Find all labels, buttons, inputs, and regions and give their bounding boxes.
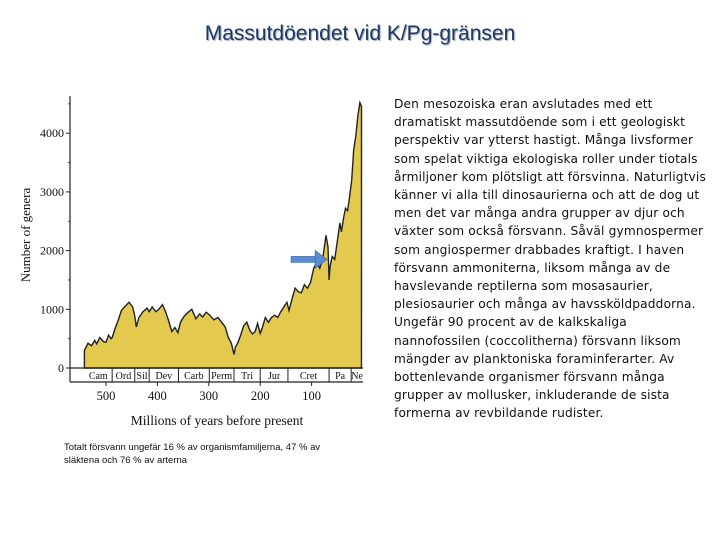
y-tick-label: 1000 [40,302,64,317]
period-label: Jur [267,371,281,382]
period-label: Sil [136,371,148,382]
period-label: Pa [335,371,346,382]
period-label: Cret [299,371,318,382]
x-tick-label: 400 [148,389,167,403]
period-label: Perm [211,371,233,382]
x-tick-label: 200 [250,389,270,403]
period-label: Cam [88,371,108,382]
chart-caption: Totalt försvann ungefär 16 % av organismfamiljerna, 47 % av släktena och 76 % av arterna [64,442,321,466]
y-tick-label: 0 [58,361,64,375]
y-tick-label: 4000 [40,126,64,141]
x-tick-label: 500 [96,389,116,403]
period-label: Dev [155,371,173,382]
genera-chart [8,90,380,480]
y-tick-label: 3000 [40,184,64,199]
annotation-arrow-shaft [291,256,317,262]
genera-area [84,103,361,368]
period-label: Ne [351,371,363,382]
slide-body-text: Den mesozoiska eran avslutades med ett dramatiskt massutdöende som i ett geologiskt perspektiv var ytterst hastigt. Många livsformer som spelat viktiga ekologiska roller under tiotals årmiljoner kom plötsligt att försvinna. Naturligtvis känner vi alla till dinosaurierna och att de dog ut men det var många andra grupper av djur och växter som också försvann. Såväl gymnospermer som angiospermer drabbades kraftigt. I haven försvann ammoniterna, liksom många av de havslevande reptilerna som mosasaurier, plesiosaurier och många av havssköldpaddorna. Ungefär 90 procent av de kalkskaliga nannofossilen (coccolitherna) försvann liksom mängder av planktoniska foraminferarter. Av bottenlevande organismer försvann många grupper av mollusker, inkluderande de sista formerna av revbildande rudister. [394,97,706,421]
x-tick-label: 100 [302,389,321,403]
slide-title: Massutdöendet vid K/Pg-gränsen [204,22,516,45]
period-label: Carb [184,371,204,382]
y-tick-label: 2000 [40,243,64,258]
x-tick-label: 300 [199,389,219,403]
period-label: Tri [241,371,254,382]
period-label: Ord [115,371,132,382]
y-axis-label: Number of genera [18,187,33,283]
x-axis-label: Millions of years before present [130,413,304,428]
genera-chart-svg [8,90,380,480]
